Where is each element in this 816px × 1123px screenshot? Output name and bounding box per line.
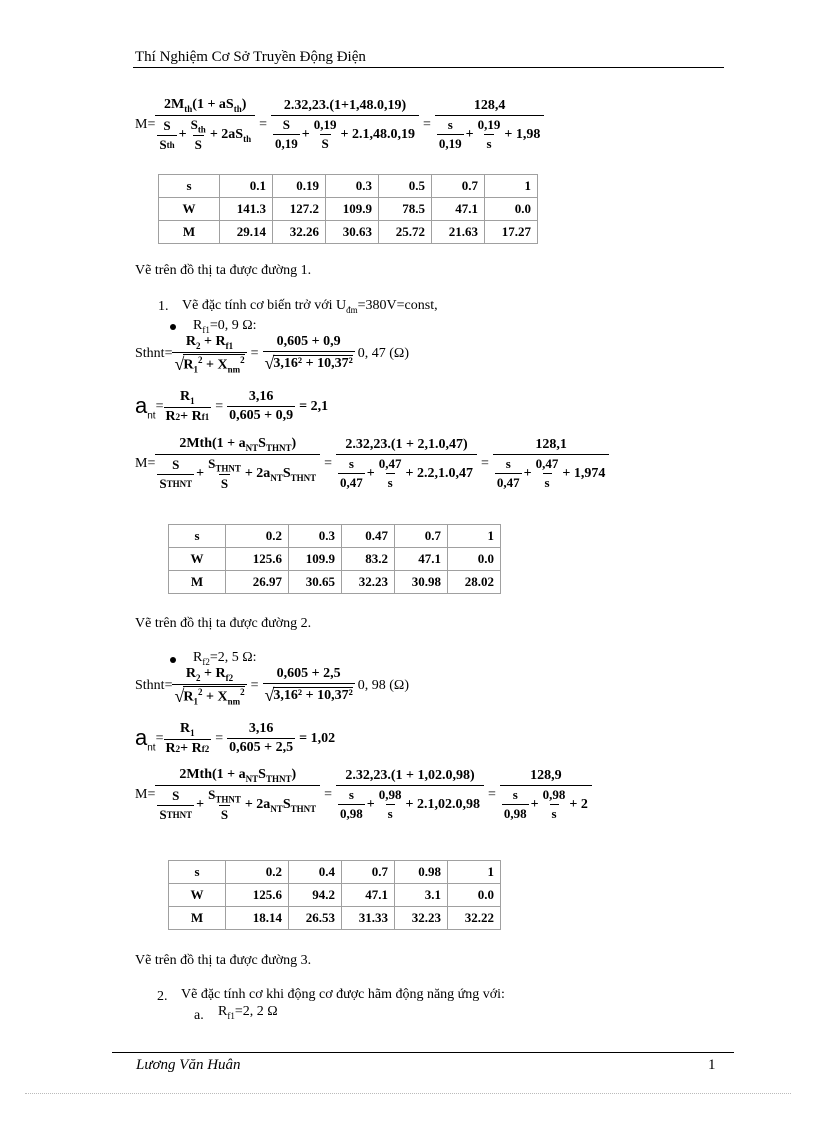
table-row: s 0.2 0.4 0.7 0.98 1 <box>169 861 501 884</box>
torque-formula-2: M= $2Mth(1 + a_{NT}S_{THNT})$ S S THNT + $\frac{S_{THNT}}{S}$ + $2a_{NT}S_{THNT}$ = 2.32,23.(1 + 2,1.0,47) $\frac{s}{0,47}$ + $\frac{0,47}{s}$ + 2.2,1.0,47 = 128,1 $\frac{s}{0,47}$ + $\frac{0,47}{s}$ + 1,974 <box>135 436 609 492</box>
header-rule <box>133 67 724 68</box>
page-header-title: Thí Nghiệm Cơ Sở Truyền Động Điện <box>135 49 366 65</box>
footer-rule <box>112 1052 734 1053</box>
table-row: M 18.14 26.53 31.33 32.23 32.22 <box>169 907 501 930</box>
fraction: 128,4 $\frac{s}{0,19}$ + $\frac{0,19}{s}$ + 1,98 <box>435 98 544 152</box>
table-row: W 125.6 94.2 47.1 3.1 0.0 <box>169 884 501 907</box>
list-item-text: Vẽ đặc tính cơ biến trở với $U_{đm}=380V=const$, <box>182 298 438 315</box>
ant-formula-2: $a_{nt}$ = $R_1$ R 2 + R f2 = $\frac{3,16}{0,605 + 2,5}$ = 1,02 <box>135 721 336 756</box>
footer-author: Lương Văn Huân <box>136 1057 241 1073</box>
list-item-text: $R_{f1}=2$, 2 Ω <box>218 1004 278 1021</box>
table-row: M 26.97 30.65 32.23 30.98 28.02 <box>169 571 501 594</box>
bullet-text: $R_{f2}=2$, 5 Ω: <box>193 650 257 667</box>
paragraph: Vẽ trên đồ thị ta được đường 1. <box>135 263 312 278</box>
list-number: 1. <box>158 299 169 314</box>
torque-formula-3: M= $2Mth(1 + a_{NT}S_{THNT})$ S S THNT + $\frac{S_{THNT}}{S}$ + $2a_{NT}S_{THNT}$ = 2.32,23.(1 + 1,02.0,98) $\frac{s}{0,98}$ + $\frac{0,98}{s}$ + 2.1,02.0,98 = 128,9 $\frac{s}{0,98}$ + $\frac{0,98}{s}$ + 2 <box>135 767 592 823</box>
fraction: 2.32,23.(1+1,48.0,19) $\frac{S}{0,19}$ + $\frac{0,19}{S}$ + 2.1,48.0,19 <box>271 98 419 152</box>
page-edge <box>25 1093 791 1094</box>
table-row: W 125.6 109.9 83.2 47.1 0.0 <box>169 548 501 571</box>
list-item-text: Vẽ đặc tính cơ khi động cơ được hãm động năng ứng với: <box>181 987 505 1002</box>
list-letter: a. <box>194 1008 204 1023</box>
page-number: 1 <box>708 1057 716 1073</box>
list-number: 2. <box>157 989 168 1004</box>
bullet-icon <box>170 657 176 663</box>
formula-lead: M= <box>135 117 156 133</box>
torque-formula-1: M= $2M_{th}(1 + aS_{th})$ S S th + $\frac{S_{th}}{S}$ + $2aS_{th}$ = 2.32,23.(1+1,48.0,19) $\frac{S}{0,19}$ + $\frac{0,19}{S}$ + 2.1,48.0,19 = 128,4 $\frac{s}{0,19}$ + $\frac{0,19}{s}$ + 1,98 <box>135 97 544 153</box>
table-row: s 0.1 0.19 0.3 0.5 0.7 1 <box>159 175 538 198</box>
sthnt-formula-1: Sthnt= $R_2 + R_{f1}$ √ $R_1^2 + X_{nm}^2$ = 0,605 + 0,9 √ 3,16² + 10,37² 0, 47 (Ω) <box>135 334 409 375</box>
sthnt-formula-2: Sthnt= $R_2 + R_{f2}$ √ $R_1^2 + X_{nm}^2$ = 0,605 + 2,5 √ 3,16² + 10,37² 0, 98 (Ω) <box>135 666 409 707</box>
data-table-1 <box>158 174 538 244</box>
bullet-text: $R_{f1}=0$, 9 Ω: <box>193 318 257 335</box>
fraction: $2M_{th}(1 + aS_{th})$ S S th + $\frac{S_{th}}{S}$ + $2aS_{th}$ <box>155 97 255 153</box>
bullet-icon <box>170 324 176 330</box>
table-row: M 29.14 32.26 30.63 25.72 21.63 17.27 <box>159 221 538 244</box>
table-row: s 0.2 0.3 0.47 0.7 1 <box>169 525 501 548</box>
paragraph: Vẽ trên đồ thị ta được đường 3. <box>135 953 312 968</box>
paragraph: Vẽ trên đồ thị ta được đường 2. <box>135 616 312 631</box>
data-table-3 <box>168 860 501 930</box>
data-table-2 <box>168 524 501 594</box>
ant-formula-1: $a_{nt}$ = $R_1$ R 2 + R f1 = $\frac{3,16}{0,605 + 0,9}$ = 2,1 <box>135 389 329 424</box>
table-row: W 141.3 127.2 109.9 78.5 47.1 0.0 <box>159 198 538 221</box>
